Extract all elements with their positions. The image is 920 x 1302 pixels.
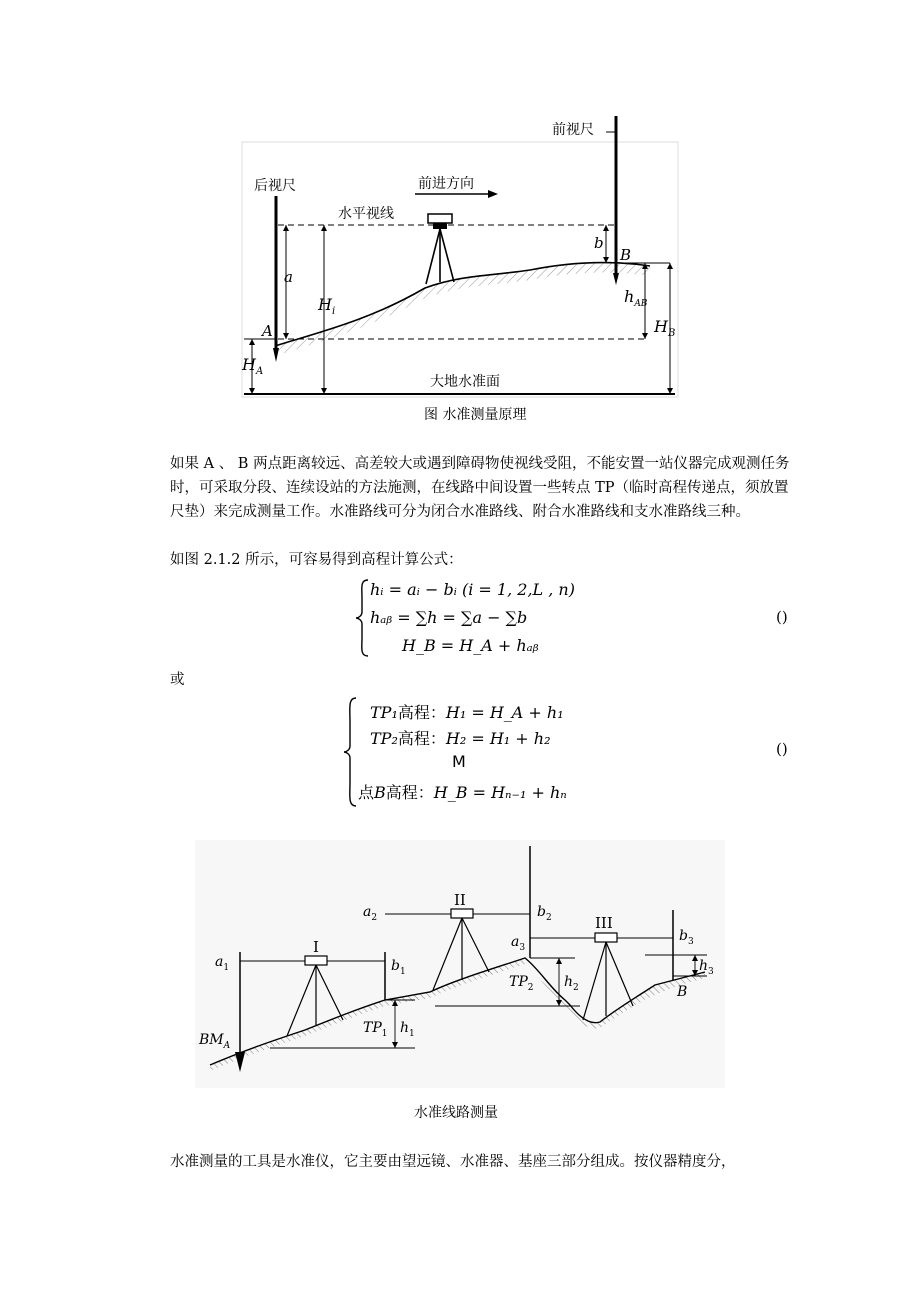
label-a1: $a_1$ (215, 954, 230, 973)
level-instrument (428, 214, 452, 223)
label-b: b (594, 234, 604, 252)
figure2-caption: 水准线路测量 (414, 1105, 498, 1121)
figure-leveling-route (195, 840, 725, 1090)
label-sight-line: 水平视线 (338, 206, 394, 222)
or-text: 或 (170, 672, 185, 688)
figure2-background (195, 840, 725, 1088)
label-direction: 前进方向 (418, 176, 474, 192)
label-h2: $h_2$ (564, 974, 579, 993)
equation1-line3: H_B = H_A + hₐᵦ (402, 636, 539, 655)
instrument-I (305, 956, 327, 965)
figure1-caption: 图 水准测量原理 (424, 407, 527, 423)
label-b1: $b_1$ (391, 958, 406, 977)
label-Hi: $H_i$ (318, 295, 336, 317)
equation1-line1: hᵢ = aᵢ − bᵢ (i = 1, 2,L , n) (370, 580, 575, 599)
label-a2: $a_2$ (363, 904, 378, 923)
instrument-II (451, 909, 473, 918)
equation2-line3: M (452, 752, 466, 771)
equation2-number: () (776, 740, 788, 758)
label-b2: $b_2$ (537, 904, 552, 923)
label-h3: $h_3$ (699, 958, 714, 977)
paragraph-3: 水准测量的工具是水准仪，它主要由望远镜、水准器、基座三部分组成。按仪器精度分， (170, 1154, 736, 1170)
label-a3: $a_3$ (511, 934, 526, 953)
label-HA: $H_A$ (242, 355, 264, 377)
equation2-line4: 点B高程：H_B = Hₙ₋₁ + hₙ (358, 783, 567, 802)
label-geoid: 大地水准面 (430, 374, 500, 390)
label-TP1: $TP_1$ (363, 1020, 388, 1039)
label-BMA: $BM_A$ (199, 1032, 231, 1051)
equation2-line2: TP₂高程：H₂ = H₁ + h₂ (370, 729, 551, 748)
figure-leveling-principle (230, 110, 690, 410)
equation1-brace (354, 578, 370, 658)
label-TP2: $TP_2$ (509, 974, 534, 993)
label-station-II: II (454, 891, 466, 909)
label-station-I: I (313, 938, 319, 956)
instrument-III (595, 933, 617, 942)
equation2-brace (342, 696, 358, 808)
label-hAB: $h_{AB}$ (624, 287, 648, 309)
equation1-number: () (776, 608, 788, 626)
equation2-line1: TP₁高程：H₁ = H_A + h₁ (370, 703, 564, 722)
equation1-line2: hₐᵦ = ∑h = ∑a − ∑b (370, 608, 528, 627)
label-b3: $b_3$ (679, 928, 694, 947)
label-station-III: III (595, 914, 613, 932)
label-front-staff: 前视尺 (552, 122, 594, 138)
label-back-staff: 后视尺 (254, 178, 296, 194)
label-HB: $H_B$ (654, 317, 676, 339)
label-B-point: B (677, 984, 688, 1000)
label-A: A (262, 322, 273, 340)
label-a: a (284, 268, 293, 286)
paragraph-1: 如果 A 、 B 两点距离较远、高差较大或遇到障碍物使视线受阻，不能安置一站仪器完成观测任务时，可采取分段、连续设站的方法施测，在线路中间设置一些转点 TP（临时高程传递点，须放置尺垫）来完成测量工作。水准路线可分为闭合水准路线、附合水准路线和支水准路线三种。 (170, 456, 790, 520)
paragraph-2: 如图 2.1.2 所示，可容易得到高程计算公式： (170, 552, 463, 568)
label-B: B (620, 246, 632, 264)
label-h1: $h_1$ (400, 1020, 415, 1039)
